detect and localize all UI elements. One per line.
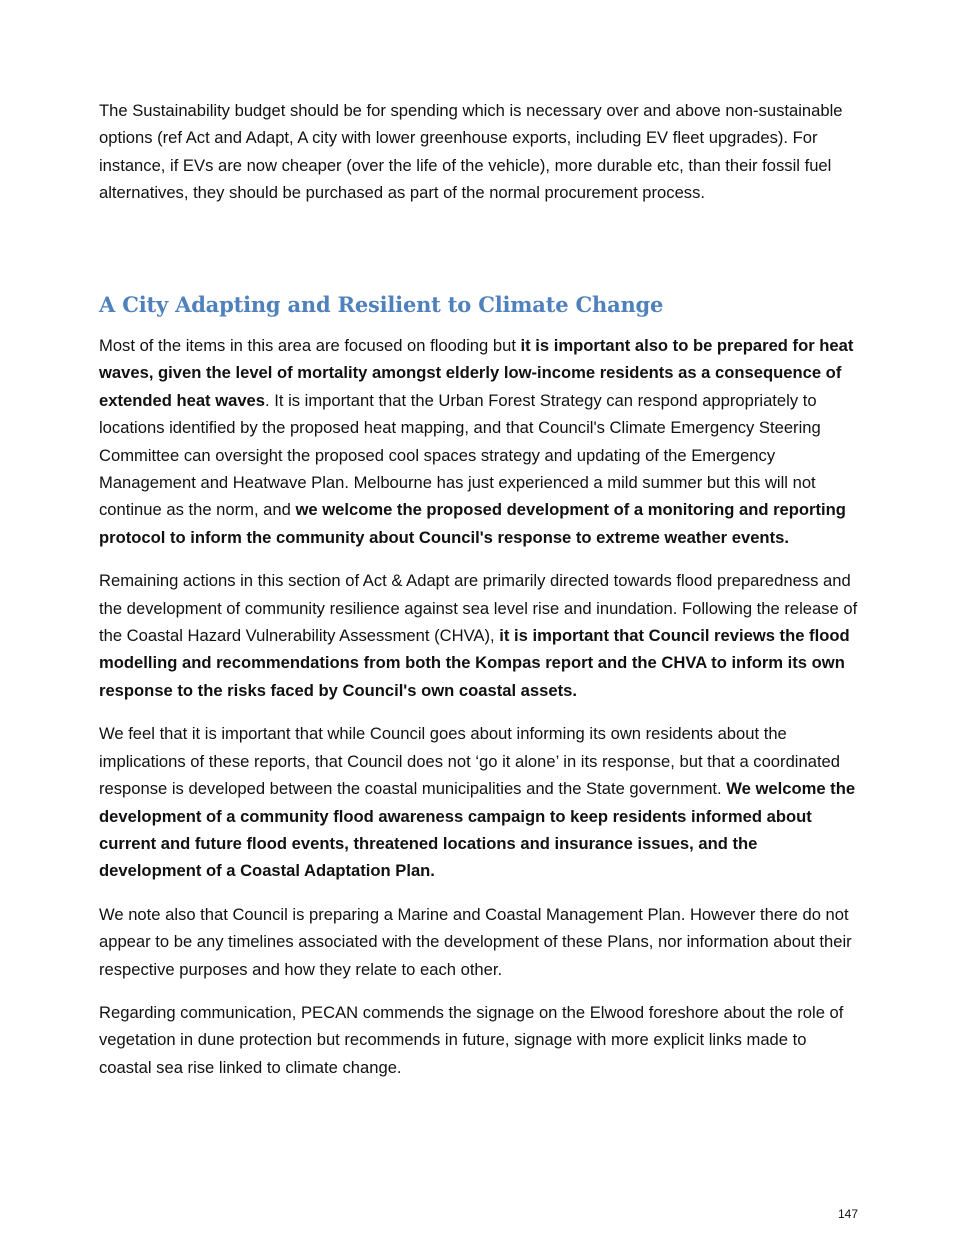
bold-text: it is important that Council reviews the flood modelling and recommendations from both the Kompas report and the CHVA to inform its own response to the risks faced by Council's own coastal assets. (99, 626, 850, 700)
paragraph-heat-waves (99, 332, 861, 551)
paragraph-text: Most of the items in this area are focused on flooding but (99, 336, 521, 355)
paragraph-flood-preparedness (99, 567, 861, 704)
paragraph-marine-plan: We note also that Council is preparing a Marine and Coastal Management Plan. However there do not appear to be any timelines associated with the development of these Plans, nor information about their respective purposes and how they relate to each other. (99, 904, 852, 979)
paragraph-coordinated-response (99, 720, 861, 884)
document-page (99, 97, 861, 1077)
paragraph-text: We feel that it is important that while Council goes about informing its own residents about the implications of these reports, that Council does not ‘go it alone’ in its response, but that a coordinated response is developed between the coastal municipalities and the State government. (99, 724, 841, 799)
section-heading: A City Adapting and Resilient to Climate Change (99, 292, 664, 317)
paragraph-text: . It is important that the Urban Forest Strategy can respond appropriately to locations identified by the proposed heat mapping, and that Council's Climate Emergency Steering Committee can oversight the proposed cool spaces strategy and updating of the Emergency Management and Heatwave Plan. Melbourne has just experienced a mild summer but this will not continue as the norm, and (99, 390, 821, 520)
paragraph-communication: Regarding communication, PECAN commends the signage on the Elwood foreshore about the role of vegetation in dune protection but recommends in future, signage with more explicit links made to coastal sea rise linked to climate change. (99, 1002, 844, 1077)
bold-text: it is important also to be prepared for heat waves, given the level of mortality amongst elderly low-income residents as a consequence of extended heat waves (99, 336, 854, 410)
paragraph-text: Remaining actions in this section of Act & Adapt are primarily directed towards flood preparedness and the development of community resilience against sea level rise and inundation. Following the release of the Coastal Hazard Vulnerability Assessment (CHVA), (99, 571, 858, 646)
intro-paragraph: The Sustainability budget should be for spending which is necessary over and above non-sustainable options (ref Act and Adapt, A city with lower greenhouse exports, including EV fleet upgrades). For instance, if EVs are now cheaper (over the life of the vehicle), more durable etc, than their fossil fuel alternatives, they should be purchased as part of the normal procurement process. (99, 101, 843, 203)
section-body (99, 332, 861, 1097)
bold-text: we welcome the proposed development of a monitoring and reporting protocol to inform the community about Council's response to extreme weather events. (99, 500, 846, 547)
bold-text: We welcome the development of a community flood awareness campaign to keep residents informed about current and future flood events, threatened locations and insurance issues, and the development of a Coastal Adaptation Plan. (99, 779, 856, 881)
page-number: 147 (837, 1207, 858, 1221)
